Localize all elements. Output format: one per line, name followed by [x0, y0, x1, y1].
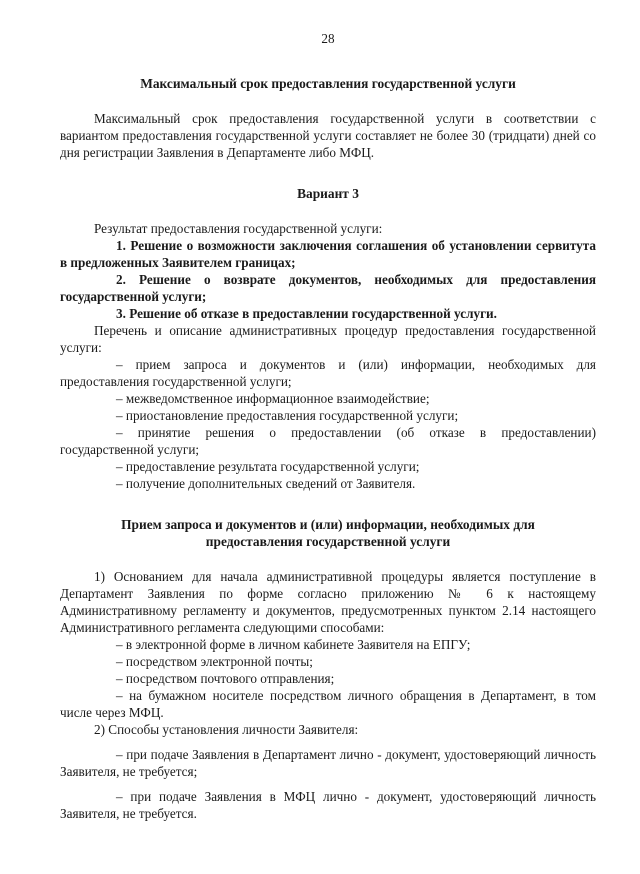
- section-heading-request-line2: предоставления государственной услуги: [205, 534, 451, 549]
- procedure-item: – получение дополнительных сведений от Заявителя.: [116, 476, 416, 491]
- method-item: – на бумажном носителе посредством личного обращения в Департамент, в том числе через МФЦ.: [60, 688, 596, 720]
- method-item: – посредством почтового отправления;: [116, 671, 335, 686]
- identity-item: – при подаче Заявления в Департамент лично - документ, удостоверяющий личность Заявителя, не требуется;: [60, 747, 596, 779]
- procedure-item: – межведомственное информационное взаимодействие;: [116, 391, 430, 406]
- paragraph-max-term: Максимальный срок предоставления государственной услуги в соответствии с вариантом предоставления государственной услуги составляет не более 30 (тридцати) дней со дня регистрации Заявления в Департаменте либо МФЦ.: [60, 111, 596, 160]
- procedures-intro: Перечень и описание административных процедур предоставления государственной услуги:: [60, 323, 596, 355]
- result-item: 2. Решение о возврате документов, необходимых для предоставления государственной услуги;: [60, 272, 596, 304]
- paragraph-basis: 1) Основанием для начала административной процедуры является поступление в Департамент Заявления по форме согласно приложению № 6 к настоящему Административному регламенту и документов, предусмотренных пунктом 2.14 настоящего Административного регламента следующими способами:: [60, 569, 596, 635]
- section-heading-request-line1: Прием запроса и документов и (или) информации, необходимых для: [121, 517, 535, 532]
- section-heading-variant: Вариант 3: [297, 186, 359, 201]
- procedure-item: – принятие решения о предоставлении (об отказе в предоставлении) государственной услуги;: [60, 425, 596, 457]
- procedure-item: – прием запроса и документов и (или) информации, необходимых для предоставления государственной услуги;: [60, 357, 596, 389]
- method-item: – в электронной форме в личном кабинете Заявителя на ЕПГУ;: [116, 637, 471, 652]
- page-number: 28: [321, 31, 335, 46]
- section-heading-max-term: Максимальный срок предоставления государственной услуги: [140, 76, 516, 91]
- method-item: – посредством электронной почты;: [116, 654, 313, 669]
- results-intro: Результат предоставления государственной услуги:: [94, 221, 383, 236]
- identity-item: – при подаче Заявления в МФЦ лично - документ, удостоверяющий личность Заявителя, не требуется.: [60, 789, 596, 821]
- result-item: 1. Решение о возможности заключения соглашения об установлении сервитута в предложенных Заявителем границах;: [60, 238, 596, 270]
- paragraph-identity: 2) Способы установления личности Заявителя:: [94, 722, 359, 737]
- procedure-item: – предоставление результата государственной услуги;: [116, 459, 420, 474]
- result-item: 3. Решение об отказе в предоставлении государственной услуги.: [116, 306, 497, 321]
- procedure-item: – приостановление предоставления государственной услуги;: [116, 408, 459, 423]
